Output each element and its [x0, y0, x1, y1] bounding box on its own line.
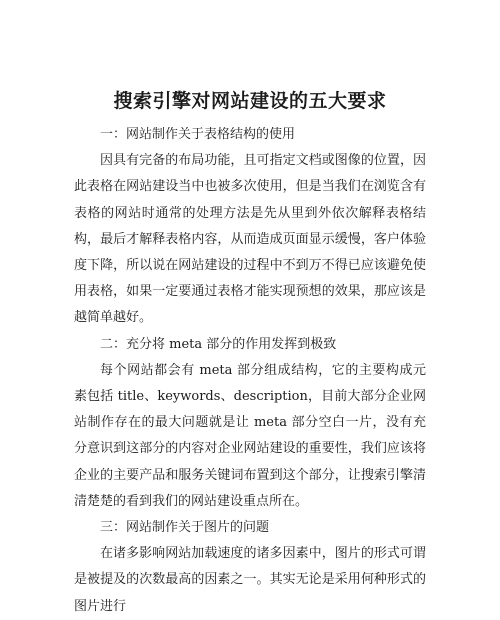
section-paragraph-1: 因具有完备的布局功能，且可指定文档或图像的位置，因此表格在网站建设当中也被多次使用，但是当我们在浏览含有表格的网站时通常的处理方法是先从里到外依次解释表格结构，最后才解释表格内容，从而造成页面显示缓慢，客户体验度下降，所以说在网站建设的过程中不到万不得已应该避免使用表格，如果一定要通过表格才能实现预想的效果，那应该是越简单越好。 — [74, 153, 426, 326]
section-heading-1: 一：网站制作关于表格结构的使用 — [100, 127, 296, 142]
section-paragraph-3: 在诸多影响网站加载速度的诸多因素中，图片的形式可谓是被提及的次数最高的因素之一。其实无论是采用何种形式的图片进行 — [74, 546, 426, 614]
section-heading-2: 二：充分将 meta 部分的作用发挥到极致 — [100, 336, 337, 352]
document-body — [74, 122, 426, 620]
section-heading-3: 三：网站制作关于图片的问题 — [100, 520, 270, 536]
section-paragraph-2: 每个网站都会有 meta 部分组成结构，它的主要构成元素包括 title、keywords、description，目前大部分企业网站制作存在的最大问题就是让 meta 部分空白一片，没有充分意识到这部分的内容对企业网站建设的重要性，我们应该将企业的主要产品和服务关键词布置到这个部分，让搜索引擎清清楚楚的看到我们的网站建设重点所在。 — [74, 362, 426, 509]
document-title: 搜索引擎对网站建设的五大要求 — [113, 90, 387, 112]
